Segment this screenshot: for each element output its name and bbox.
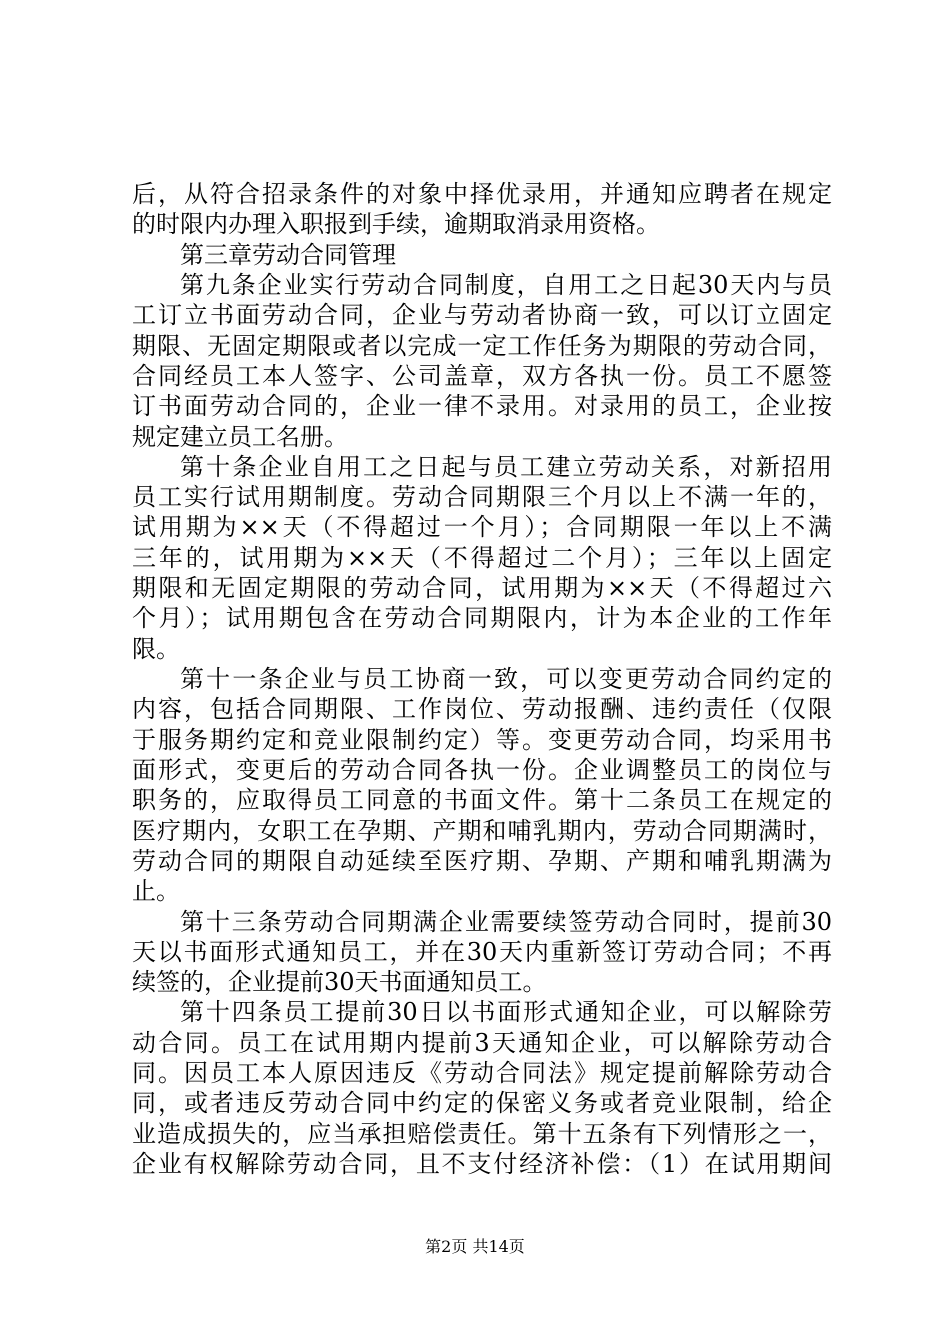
text-line: 业造成损失的，应当承担赔偿责任。第十五条有下列情形之一， — [132, 1120, 832, 1148]
text-line: 第十三条劳动合同期满企业需要续签劳动合同时，提前30 — [180, 908, 832, 936]
text-line: 动合同。员工在试用期内提前3天通知企业，可以解除劳动合 — [132, 1029, 832, 1057]
text-line: 面形式，变更后的劳动合同各执一份。企业调整员工的岗位与 — [132, 756, 832, 784]
text-line: 三年的，试用期为××天（不得超过二个月）；三年以上固定 — [132, 544, 832, 572]
text-line: 第十一条企业与员工协商一致，可以变更劳动合同约定的 — [180, 665, 832, 693]
text-line: 劳动合同的期限自动延续至医疗期、孕期、产期和哺乳期满为 — [132, 847, 832, 875]
text-line: 个月）；试用期包含在劳动合同期限内，计为本企业的工作年 — [132, 604, 832, 632]
text-line: 后，从符合招录条件的对象中择优录用，并通知应聘者在规定 — [132, 180, 832, 208]
text-line: 限。 — [132, 635, 180, 663]
text-line: 期限、无固定期限或者以完成一定工作任务为期限的劳动合同， — [132, 332, 832, 360]
text-line: 内容，包括合同期限、工作岗位、劳动报酬、违约责任（仅限 — [132, 695, 832, 723]
text-line: 同，或者违反劳动合同中约定的保密义务或者竞业限制，给企 — [132, 1089, 832, 1117]
text-line: 医疗期内，女职工在孕期、产期和哺乳期内，劳动合同期满时， — [132, 817, 832, 845]
text-line: 续签的，企业提前30天书面通知员工。 — [132, 968, 547, 996]
text-line: 员工实行试用期制度。劳动合同期限三个月以上不满一年的， — [132, 483, 832, 511]
text-line: 的时限内办理入职报到手续，逾期取消录用资格。 — [132, 210, 660, 238]
chapter-heading: 第三章劳动合同管理 — [180, 241, 396, 269]
text-line: 期限和无固定期限的劳动合同，试用期为××天（不得超过六 — [132, 574, 832, 602]
page-number-footer: 第2页 共14页 — [425, 1237, 525, 1256]
text-line: 合同经员工本人签字、公司盖章，双方各执一份。员工不愿签 — [132, 362, 832, 390]
text-line: 第九条企业实行劳动合同制度，自用工之日起30天内与员 — [180, 271, 832, 299]
text-line: 规定建立员工名册。 — [132, 423, 348, 451]
text-line: 第十四条员工提前30日以书面形式通知企业，可以解除劳 — [180, 998, 832, 1026]
text-line: 于服务期约定和竞业限制约定）等。变更劳动合同，均采用书 — [132, 726, 832, 754]
text-line: 试用期为××天（不得超过一个月）；合同期限一年以上不满 — [132, 513, 832, 541]
text-line: 订书面劳动合同的，企业一律不录用。对录用的员工，企业按 — [132, 392, 832, 420]
text-line: 企业有权解除劳动合同，且不支付经济补偿：（1）在试用期间 — [132, 1150, 832, 1178]
text-line: 工订立书面劳动合同，企业与劳动者协商一致，可以订立固定 — [132, 301, 832, 329]
text-line: 止。 — [132, 877, 180, 905]
text-line: 同。因员工本人原因违反《劳动合同法》规定提前解除劳动合 — [132, 1059, 832, 1087]
text-line: 第十条企业自用工之日起与员工建立劳动关系，对新招用 — [180, 453, 832, 481]
text-line: 天以书面形式通知员工，并在30天内重新签订劳动合同；不再 — [132, 938, 832, 966]
text-line: 职务的，应取得员工同意的书面文件。第十二条员工在规定的 — [132, 786, 832, 814]
